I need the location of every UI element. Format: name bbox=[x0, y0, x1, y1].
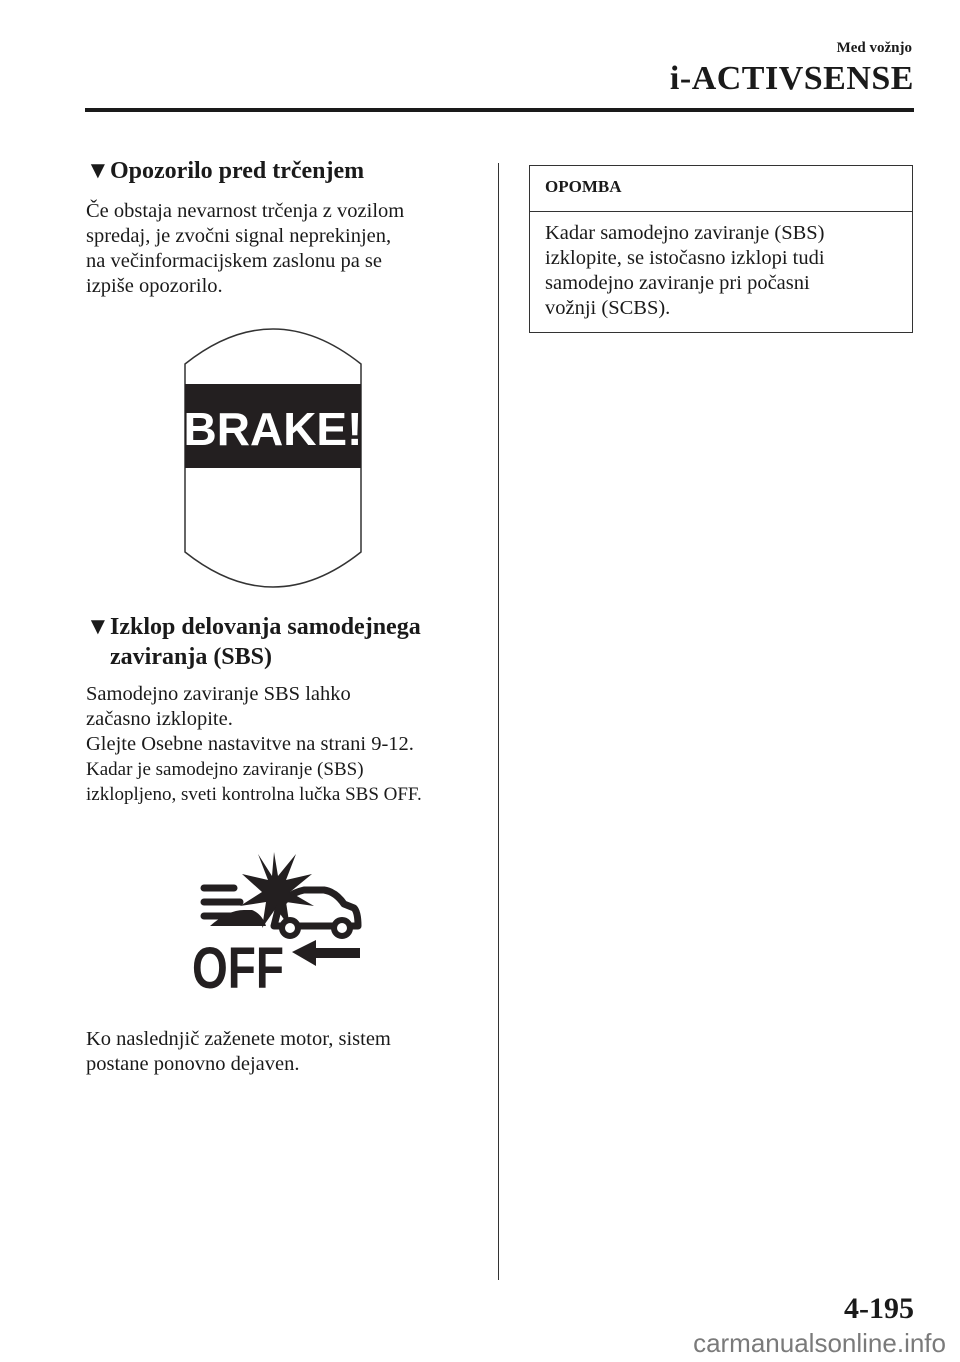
body-line: izpiše opozorilo. bbox=[86, 275, 223, 297]
body-line: začasno izklopite. bbox=[86, 708, 233, 730]
note-box bbox=[529, 165, 913, 333]
note-line: izklopite, se istočasno izklopi tudi bbox=[545, 247, 825, 269]
body-line: Glejte Osebne nastavitve na strani 9-12. bbox=[86, 733, 414, 755]
body-line: Kadar je samodejno zaviranje (SBS) bbox=[86, 759, 364, 780]
brake-warning-display-figure bbox=[182, 322, 364, 594]
off-text: OFF bbox=[192, 936, 284, 994]
header-title: i-ACTIVSENSE bbox=[669, 60, 914, 97]
page-number: 4-195 bbox=[844, 1292, 914, 1325]
section-heading-text: Izklop delovanja samodejnega bbox=[110, 614, 421, 640]
header-section-label: Med vožnjo bbox=[836, 40, 912, 56]
body-line: Samodejno zaviranje SBS lahko bbox=[86, 683, 351, 705]
section-heading-collision-warning bbox=[86, 156, 364, 186]
note-line: vožnji (SCBS). bbox=[545, 297, 671, 319]
section-heading-sbs-off bbox=[86, 612, 421, 672]
section1-body bbox=[86, 199, 486, 299]
section-heading-text: Opozorilo pred trčenjem bbox=[110, 158, 365, 184]
body-line: spredaj, je zvočni signal neprekinjen, bbox=[86, 225, 392, 247]
note-line: samodejno zaviranje pri počasni bbox=[545, 272, 810, 294]
front-car-wheel bbox=[282, 920, 298, 936]
section-marker-triangle: ▼ bbox=[86, 158, 110, 184]
section2-after-body bbox=[86, 1027, 486, 1077]
body-line: izklopljeno, sveti kontrolna lučka SBS OFF. bbox=[86, 784, 422, 805]
body-line: Ko naslednjič zaženete motor, sistem bbox=[86, 1028, 391, 1050]
body-line: Če obstaja nevarnost trčenja z vozilom bbox=[86, 200, 405, 222]
note-title: OPOMBA bbox=[530, 166, 912, 212]
sbs-off-indicator-icon bbox=[188, 848, 368, 994]
body-line: postane ponovno dejaven. bbox=[86, 1053, 300, 1075]
front-car-wheel bbox=[334, 920, 350, 936]
note-body bbox=[530, 212, 912, 321]
note-line: Kadar samodejno zaviranje (SBS) bbox=[545, 222, 825, 244]
header-rule bbox=[85, 108, 914, 112]
body-line: na večinformacijskem zaslonu pa se bbox=[86, 250, 382, 272]
section-heading-text-line2: zaviranja (SBS) bbox=[110, 644, 272, 670]
watermark-link[interactable]: carmanualsonline.info bbox=[693, 1328, 946, 1358]
column-divider bbox=[498, 163, 499, 1280]
brake-banner-text: BRAKE! bbox=[183, 403, 363, 455]
section2-body bbox=[86, 682, 486, 807]
arrow-left-icon bbox=[292, 940, 360, 966]
section-marker-triangle: ▼ bbox=[86, 614, 110, 640]
